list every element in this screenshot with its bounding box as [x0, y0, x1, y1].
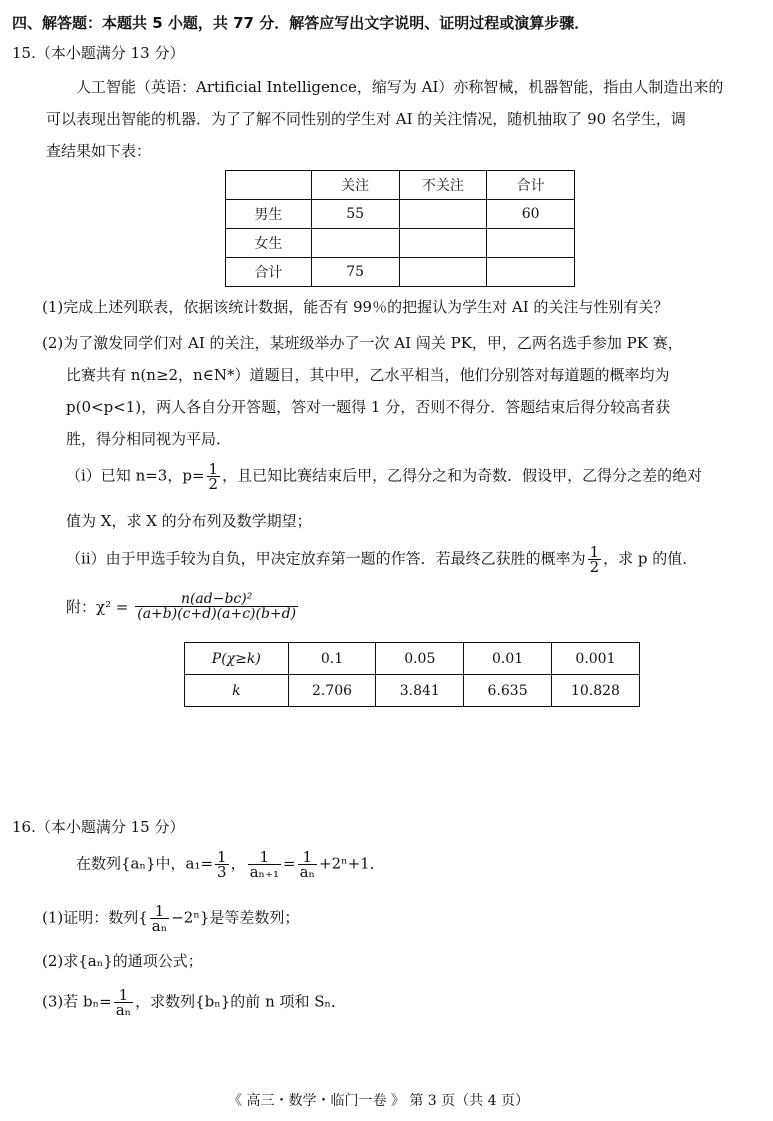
fraction-numerator: 1: [114, 988, 133, 1003]
table-cell: 60: [487, 200, 575, 229]
fraction-recurrence-left: [248, 850, 281, 879]
fraction-numerator: 1: [217, 848, 227, 866]
table-cell: 女生: [226, 229, 312, 258]
q15-part-2-line-3: p(0<p<1)，两人各自分开答题，答对一题得 1 分，否则不得分．答题结束后得分较高者获: [66, 398, 671, 416]
fraction-numerator: 1: [589, 543, 600, 561]
sub1-text-a: （ⅰ）已知 n=3，p=: [66, 466, 205, 485]
q15-sub-question-2: [66, 545, 697, 574]
q16-part-2: (2)求{aₙ}的通项公式；: [42, 952, 203, 970]
q15-part-1: (1)完成上述列联表，依据该统计数据，能否有 99％的把握认为学生对 AI 的关注与性别有关？: [42, 298, 669, 316]
fraction-reciprocal: [150, 904, 169, 933]
p1-text-b: −2ⁿ}是等差数列；: [171, 908, 300, 927]
table-row: [226, 229, 575, 258]
fraction-denominator: aₙ₊₁: [249, 863, 279, 881]
equals-sign: =: [282, 854, 296, 873]
table-cell: 2.706: [288, 675, 376, 707]
table-cell: [487, 229, 575, 258]
q15-intro-line-3: 查结果如下表：: [46, 142, 152, 160]
table-cell: 3.841: [376, 675, 464, 707]
q15-part-2-line-1: (2)为了激发同学们对 AI 的关注，某班级举办了一次 AI 闯关 PK，甲，乙两名选手参加 PK 赛，: [42, 334, 683, 352]
critical-value-table: [184, 642, 640, 707]
p1-text-a: (1)证明：数列{: [42, 908, 148, 927]
q16-part-3: [42, 988, 346, 1017]
fraction-recurrence-right: [298, 850, 317, 879]
q15-part-2-line-2: 比赛共有 n(n≥2，n∈N*）道题目，其中甲，乙水平相当，他们分别答对每道题的概率均为: [66, 366, 670, 384]
fraction-denominator: 2: [208, 475, 219, 493]
fraction-denominator: 3: [217, 863, 227, 881]
fraction-denominator: aₙ: [299, 863, 315, 881]
fraction-denominator: aₙ: [151, 917, 168, 935]
sub2-text-b: ，求 p 的值．: [603, 549, 698, 568]
q16-text-a: 在数列{aₙ}中，a₁=: [76, 854, 214, 873]
contingency-table: [225, 170, 575, 287]
table-cell: 合计: [226, 258, 312, 287]
fraction-numerator: 1: [248, 850, 281, 865]
table-row: [226, 200, 575, 229]
table-cell: 10.828: [551, 675, 639, 707]
table-cell: k: [185, 675, 289, 707]
fraction-numerator: 1: [298, 850, 317, 865]
fraction-numerator: 1: [150, 904, 169, 919]
page-footer: 《 高三・数学・临门一卷 》 第 3 页（共 4 页）: [228, 1093, 529, 1109]
q16-condition: [76, 850, 385, 879]
q16-heading: 16.（本小题满分 15 分）: [12, 818, 185, 836]
table-cell: P(χ≥k): [185, 643, 289, 675]
fraction-numerator: 1: [208, 460, 219, 478]
table-header-cell: 关注: [311, 171, 399, 200]
appendix-label: 附：χ² =: [66, 598, 129, 616]
table-cell: 0.05: [376, 643, 464, 675]
q15-intro-line-2: 可以表现出智能的机器．为了了解不同性别的学生对 AI 的关注情况，随机抽取了 90 名学生，调: [46, 110, 686, 128]
table-cell: [399, 258, 487, 287]
table-cell: 55: [311, 200, 399, 229]
chi-square-formula: [66, 592, 300, 621]
q15-heading: 15.（本小题满分 13 分）: [12, 44, 185, 62]
q15-part-2-line-4: 胜，得分相同视为平局．: [66, 430, 232, 448]
fraction-denominator: aₙ: [115, 1001, 132, 1019]
table-cell: 男生: [226, 200, 312, 229]
q16-part-1: [42, 904, 299, 933]
fraction-one-half: [207, 462, 221, 491]
q15-sub-question-1: [66, 462, 702, 491]
table-cell: 0.01: [464, 643, 552, 675]
chi-square-fraction: [135, 592, 298, 621]
table-row: [226, 258, 575, 287]
fraction-denominator: (a+b)(c+d)(a+c)(b+d): [137, 606, 297, 622]
q16-text-b: +2ⁿ+1．: [319, 854, 385, 873]
table-row: [185, 643, 640, 675]
fraction-one-half: [588, 545, 602, 574]
table-row: [185, 675, 640, 707]
q15-intro-line-1: 人工智能（英语：Artificial Intelligence，缩写为 AI）亦称智械，机器智能，指由人制造出来的: [76, 78, 724, 96]
table-cell: [399, 200, 487, 229]
table-header-cell: [226, 171, 312, 200]
p3-text-a: (3)若 bₙ=: [42, 992, 112, 1011]
table-header-cell: 不关注: [399, 171, 487, 200]
q15-sub-question-1-cont: 值为 X，求 X 的分布列及数学期望；: [66, 512, 312, 530]
sub2-text-a: （ⅱ）由于甲选手较为自负，甲决定放弃第一题的作答．若最终乙获胜的概率为: [66, 549, 586, 568]
section-header: 四、解答题：本题共 5 小题，共 77 分．解答应写出文字说明、证明过程或演算步骤．: [12, 14, 590, 32]
table-cell: 75: [311, 258, 399, 287]
fraction-one-third: [215, 850, 229, 879]
table-cell: 0.1: [288, 643, 376, 675]
fraction-denominator: 2: [589, 558, 600, 576]
fraction-numerator: n(ad−bc)²: [135, 592, 298, 607]
table-cell: [487, 258, 575, 287]
p3-text-b: ，求数列{bₙ}的前 n 项和 Sₙ．: [135, 992, 347, 1011]
table-cell: [399, 229, 487, 258]
table-header-cell: 合计: [487, 171, 575, 200]
q16-sep: ，: [230, 854, 246, 873]
table-cell: 6.635: [464, 675, 552, 707]
table-cell: [311, 229, 399, 258]
sub1-text-b: ，且已知比赛结束后甲，乙得分之和为奇数．假设甲，乙得分之差的绝对: [222, 466, 703, 485]
table-cell: 0.001: [551, 643, 639, 675]
fraction-reciprocal: [114, 988, 133, 1017]
